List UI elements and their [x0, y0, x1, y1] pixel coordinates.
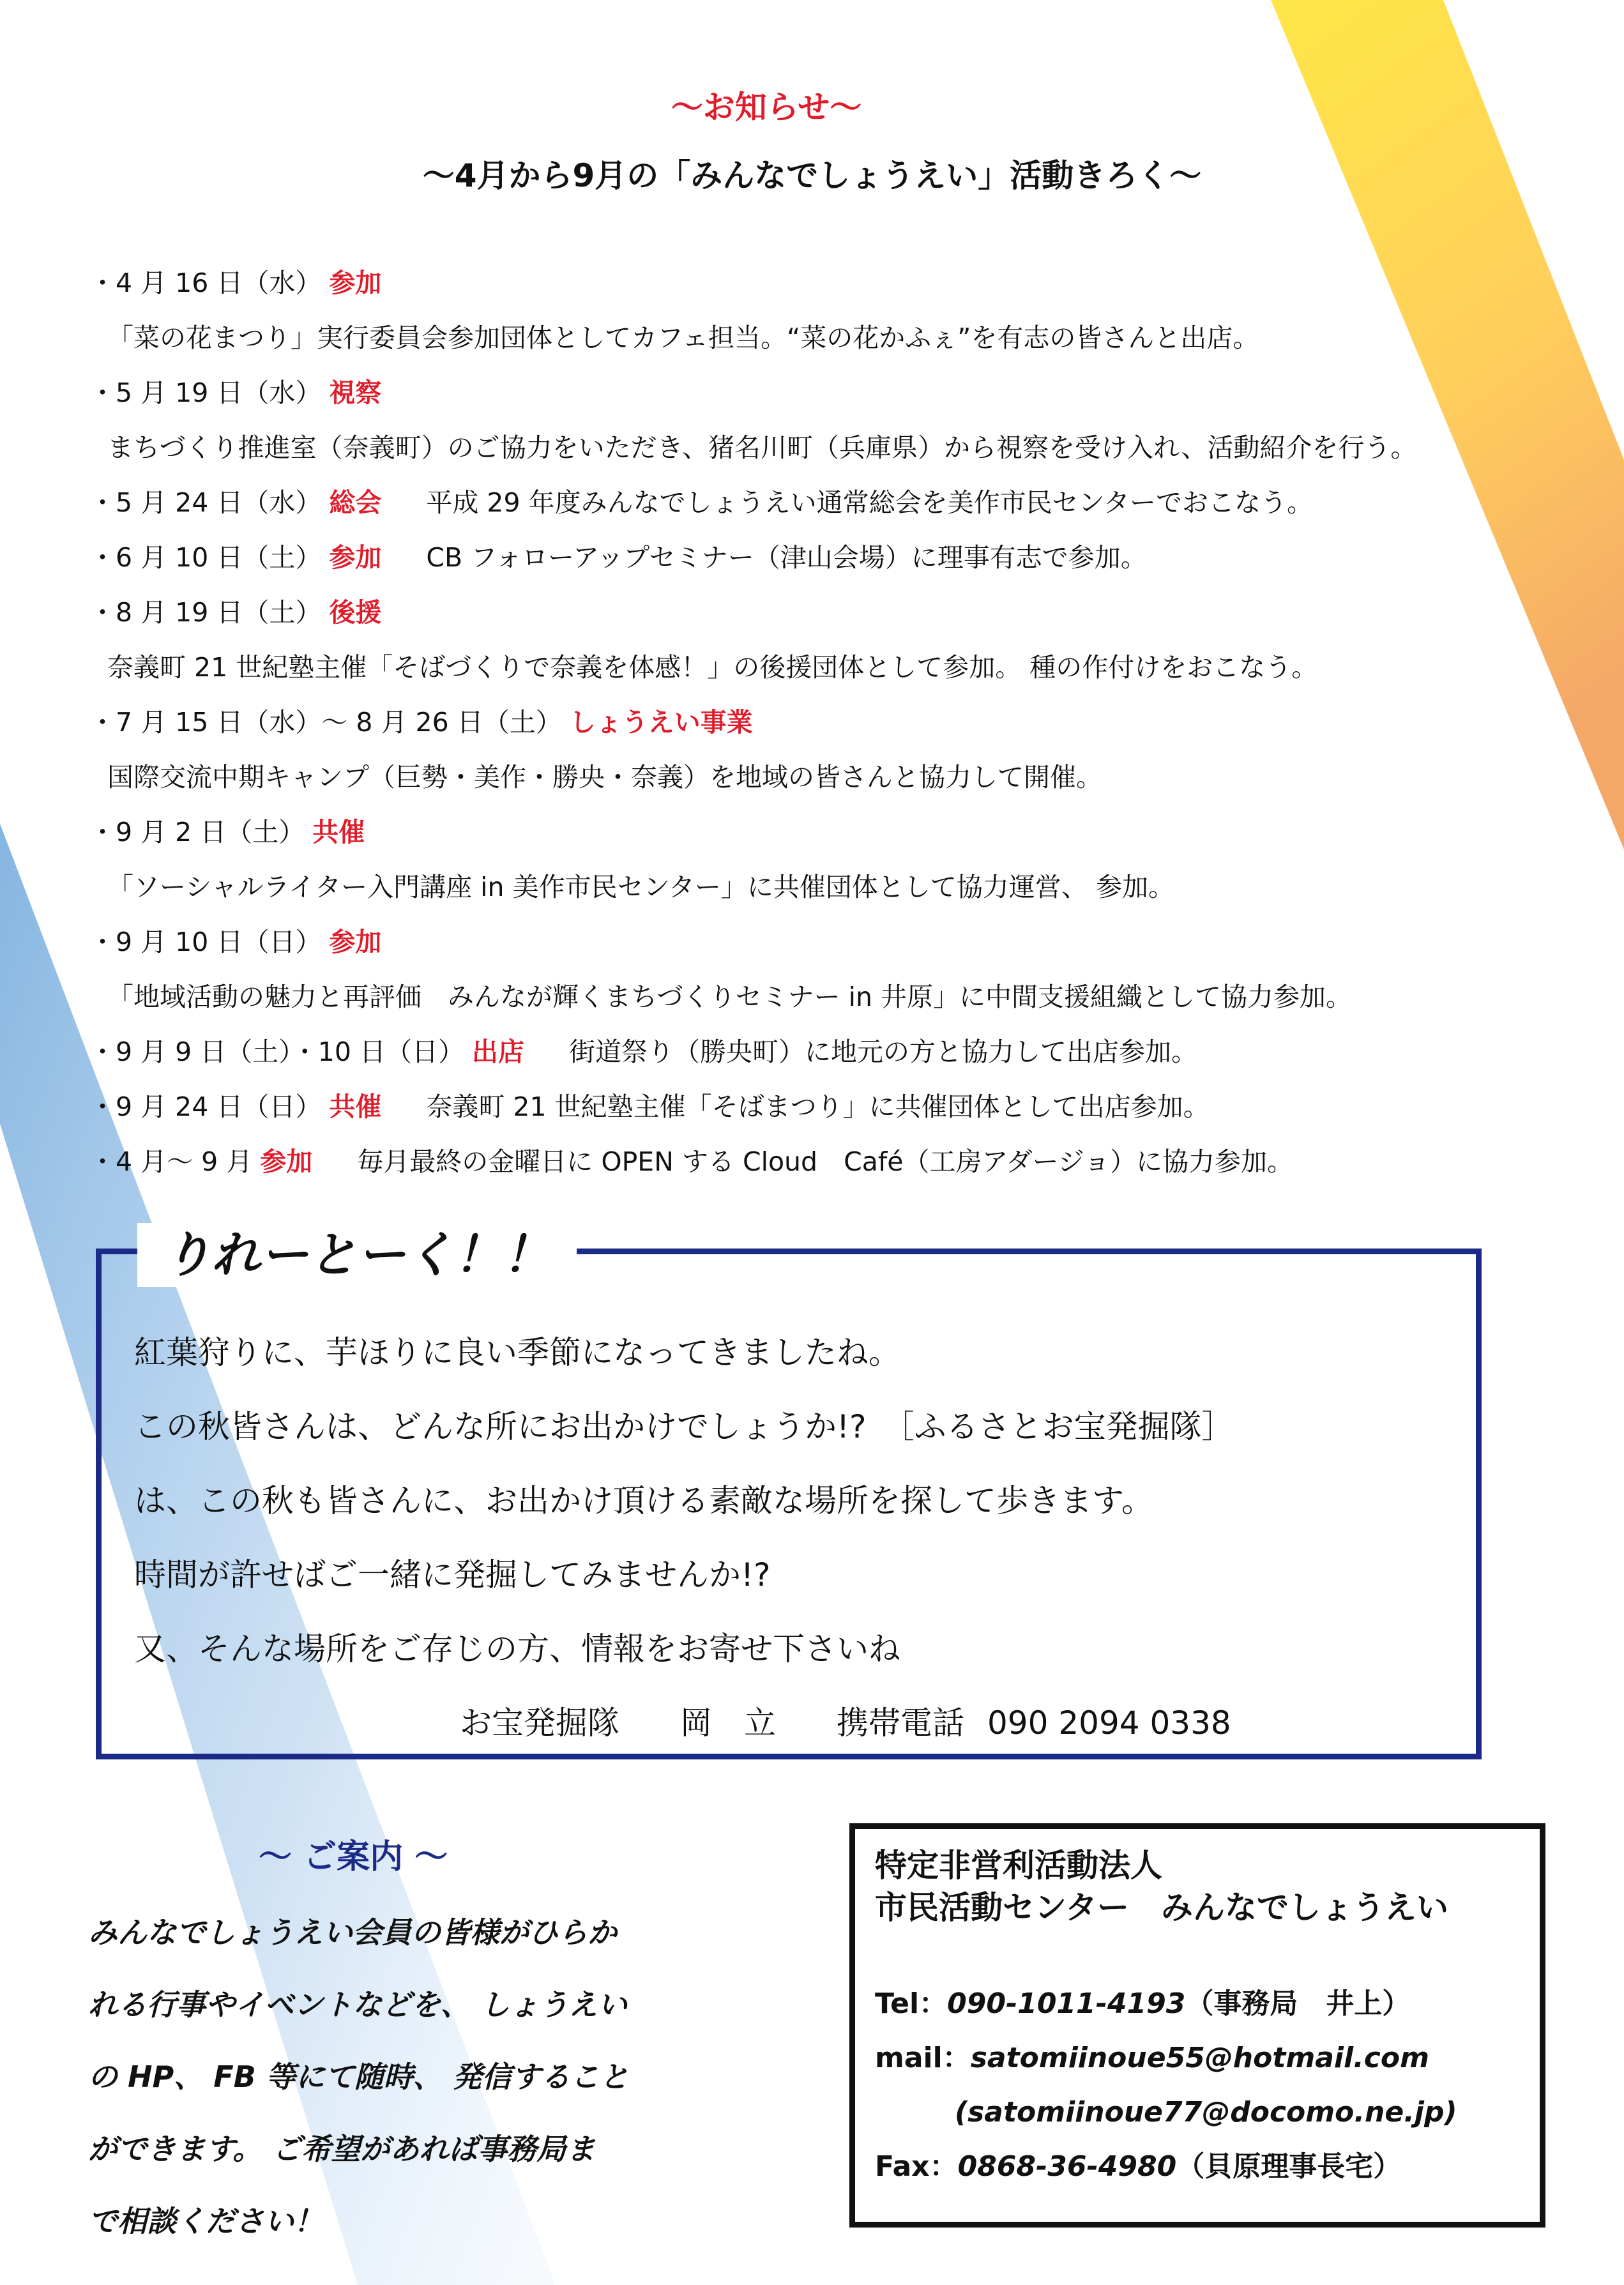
signature-phone-label: 携帯電話	[837, 1704, 964, 1742]
organization-name-line2: 市民活動センター みんなでしょうえい	[875, 1889, 1448, 1926]
guide-line: の HP、 FB 等にて随時、 発信すること	[88, 2060, 629, 2094]
event-row	[89, 310, 1552, 365]
notice-title: ～お知らせ～	[671, 89, 862, 126]
guide-title: ～ ご案内 ～	[259, 1838, 448, 1876]
event-row	[89, 805, 1552, 860]
event-row	[89, 1024, 1552, 1079]
guide-line: みんなでしょうえい会員の皆様がひらか	[88, 1915, 617, 1950]
organization-name	[875, 1844, 1448, 1929]
relay-talk-title: りれーとーく！！	[137, 1223, 577, 1287]
event-tag: 後援	[329, 597, 382, 628]
event-description: 奈義町 21 世紀塾主催「そばまつり」に共催団体として出店参加。	[426, 1091, 1210, 1122]
event-row	[89, 475, 1552, 530]
event-tag: 共催	[312, 817, 365, 847]
event-row	[89, 1134, 1552, 1189]
event-tag: 視察	[329, 377, 382, 408]
event-row	[89, 640, 1552, 695]
fax-number: 0868-36-4980	[957, 2150, 1177, 2183]
relay-talk-body	[134, 1316, 1462, 1760]
relay-line: この秋皆さんは、どんな所にお出かけでしょうか!? ［ふるさとお宝発掘隊］	[134, 1408, 1234, 1445]
event-description: 毎月最終の金曜日に OPEN する Cloud Café（工房アダージョ）に協力参加。	[357, 1146, 1293, 1177]
guide-line: ができます。 ご希望があれば事務局ま	[88, 2132, 596, 2166]
event-row	[89, 365, 1552, 420]
event-date: ・4 月～ 9 月	[89, 1146, 253, 1177]
event-row	[89, 915, 1552, 969]
event-date: ・6 月 10 日（土）	[89, 542, 322, 573]
event-tag: 参加	[260, 1146, 313, 1177]
event-row	[89, 860, 1552, 915]
signature-phone: 090 2094 0338	[987, 1704, 1231, 1742]
signature-group: お宝発掘隊	[460, 1704, 619, 1742]
guide-line: れる行事やイベントなどを、 しょうえい	[88, 1987, 628, 2022]
event-list	[89, 255, 1552, 1189]
event-tag: 出店	[471, 1036, 524, 1067]
fax-note: （貝原理事長宅）	[1176, 2150, 1402, 2183]
event-date: ・5 月 24 日（水）	[89, 487, 322, 518]
mail-label: mail：	[875, 2042, 971, 2074]
signature-name: 岡 立	[680, 1704, 776, 1742]
mail-row	[875, 2031, 1457, 2085]
event-date: ・9 月 10 日（日）	[89, 927, 322, 957]
guide-body	[88, 1897, 733, 2258]
fax-row	[875, 2139, 1457, 2194]
tel-label: Tel：	[875, 1987, 948, 2020]
event-tag: 参加	[329, 542, 382, 573]
event-description: 「菜の花まつり」実行委員会参加団体としてカフェ担当。“菜の花かふぇ”を有志の皆さんと出店。	[107, 323, 1259, 353]
fax-label: Fax：	[875, 2150, 958, 2183]
event-description: 平成 29 年度みんなでしょうえい通常総会を美作市民センターでおこなう。	[426, 487, 1313, 518]
relay-line: 時間が許せばご一緒に発掘してみませんか!?	[134, 1556, 771, 1593]
mail-address[interactable]: satomiinoue55@hotmail.com	[970, 2042, 1429, 2074]
relay-line: は、この秋も皆さんに、お出かけ頂ける素敵な場所を探して歩きます。	[134, 1482, 1153, 1519]
event-description: CB フォローアップセミナー（津山会場）に理事有志で参加。	[426, 542, 1147, 573]
mail-alt-address[interactable]: (satomiinoue77@docomo.ne.jp)	[955, 2096, 1457, 2129]
event-row	[89, 750, 1552, 805]
event-description: 「ソーシャルライター入門講座 in 美作市民センター」に共催団体として協力運営、 参加。	[107, 872, 1174, 902]
event-description: 国際交流中期キャンプ（巨勢・美作・勝央・奈義）を地域の皆さんと協力して開催。	[107, 762, 1102, 793]
event-date: ・4 月 16 日（水）	[89, 268, 322, 298]
tel-row	[875, 1977, 1457, 2031]
event-tag: 参加	[329, 927, 382, 957]
relay-line: 紅葉狩りに、芋ほりに良い季節になってきましたね。	[134, 1334, 900, 1371]
event-row	[89, 420, 1552, 475]
event-description: 「地域活動の魅力と再評価 みんなが輝くまちづくりセミナー in 井原」に中間支援組織として協力参加。	[107, 982, 1353, 1012]
event-tag: 共催	[329, 1091, 382, 1122]
organization-name-line1: 特定非営利活動法人	[875, 1847, 1162, 1884]
event-row	[89, 969, 1552, 1024]
event-tag: しょうえい事業	[569, 707, 753, 738]
event-date: ・7 月 15 日（水）～ 8 月 26 日（土）	[89, 707, 562, 738]
tel-note: （事務局 井上）	[1185, 1987, 1411, 2020]
relay-signature	[134, 1686, 1462, 1760]
mail-alt-row	[875, 2085, 1457, 2139]
event-description: 街道祭り（勝央町）に地元の方と協力して出店参加。	[568, 1036, 1197, 1067]
event-date: ・9 月 24 日（日）	[89, 1091, 322, 1122]
relay-line: 又、そんな場所をご存じの方、情報をお寄せ下さいね	[134, 1630, 900, 1667]
tel-number[interactable]: 090-1011-4193	[947, 1987, 1186, 2020]
event-tag: 参加	[329, 268, 382, 298]
event-date: ・9 月 9 日（土）・10 日（日）	[89, 1036, 464, 1067]
event-date: ・5 月 19 日（水）	[89, 377, 322, 408]
event-description: まちづくり推進室（奈義町）のご協力をいただき、猪名川町（兵庫県）から視察を受け入れ、活動紹介を行う。	[107, 432, 1417, 463]
event-row	[89, 695, 1552, 750]
event-tag: 総会	[329, 487, 382, 518]
event-row	[89, 585, 1552, 640]
guide-line: で相談ください！	[88, 2204, 323, 2238]
event-row	[89, 530, 1552, 585]
event-row	[89, 1079, 1552, 1134]
organization-contacts	[875, 1977, 1457, 2194]
event-description: 奈義町 21 世紀塾主催「そばづくりで奈義を体感！」の後援団体として参加。 種の作付けをおこなう。	[107, 652, 1318, 683]
event-date: ・8 月 19 日（土）	[89, 597, 322, 628]
notice-subtitle: ～4月から9月の「みんなでしょうえい」活動きろく～	[422, 157, 1202, 194]
event-date: ・9 月 2 日（土）	[89, 817, 305, 847]
event-row	[89, 255, 1552, 310]
